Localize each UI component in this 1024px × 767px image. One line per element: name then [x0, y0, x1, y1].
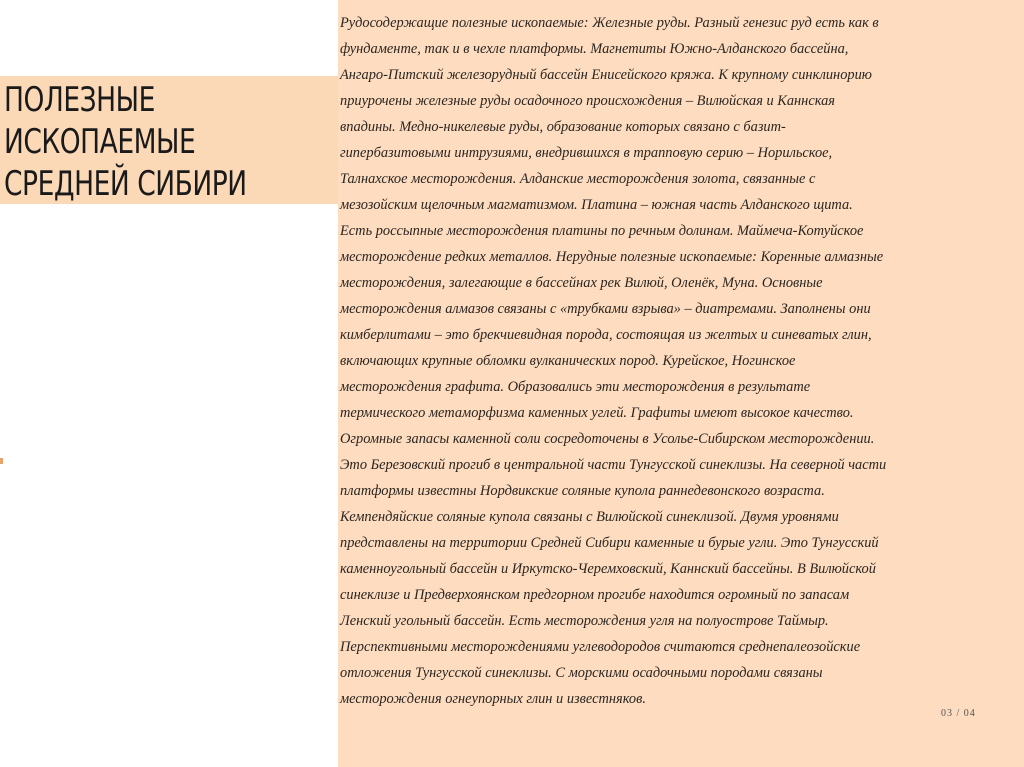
- body-line: приурочены железные руды осадочного происхождения – Вилюйская и Каннская: [340, 93, 835, 109]
- body-line: Есть россыпные месторождения платины по речным долинам. Маймеча-Котуйское: [340, 223, 864, 239]
- body-line: Перспективными месторождениями углеводородов считаются среднепалеозойские: [340, 639, 861, 655]
- body-line: месторождение редких металлов. Нерудные полезные ископаемые: Коренные алмазные: [340, 249, 884, 265]
- body-line: месторождения, залегающие в бассейнах рек Вилюй, Оленёк, Муна. Основные: [340, 275, 823, 291]
- body-line: Кемпендяйские соляные купола связаны с Вилюйской синеклизой. Двумя уровнями: [340, 509, 839, 525]
- body-line: синеклизе и Предверхоянском предгорном прогибе находится огромный по запасам: [340, 587, 850, 603]
- body-line: платформы известны Нордвикские соляные купола раннедевонского возраста.: [340, 483, 825, 499]
- body-line: Ангаро-Питский железорудный бассейн Енисейского кряжа. К крупному синклинорию: [340, 67, 872, 83]
- body-line: гипербазитовыми интрузиями, внедрившихся в трапповую серию – Норильское,: [340, 145, 833, 161]
- body-line: Огромные запасы каменной соли сосредоточены в Усолье-Сибирском месторождении.: [340, 431, 875, 447]
- body-line: фундаменте, так и в чехле платформы. Магнетиты Южно-Алданского бассейна,: [340, 41, 849, 57]
- body-line: Рудосодержащие полезные ископаемые: Железные руды. Разный генезис руд есть как в: [340, 15, 879, 31]
- body-line: месторождения огнеупорных глин и известняков.: [340, 691, 646, 707]
- body-line: включающих крупные обломки вулканических пород. Курейское, Ногинское: [340, 353, 796, 369]
- body-text: [340, 10, 980, 712]
- title-line: ИСКОПАЕМЫЕ: [4, 122, 196, 162]
- body-line: кимберлитами – это брекчиевидная порода, состоящая из желтых и синеватых глин,: [340, 327, 872, 343]
- page-number: 03 / 04: [941, 708, 976, 719]
- body-line: Ленский угольный бассейн. Есть месторождения угля на полуострове Таймыр.: [340, 613, 829, 629]
- body-line: Талнахское месторождения. Алданские месторождения золота, связанные с: [340, 171, 816, 187]
- slide-title: [4, 79, 261, 205]
- body-line: месторождения графита. Образовались эти месторождения в результате: [340, 379, 811, 395]
- edge-mark: [0, 458, 3, 464]
- body-line: мезозойским щелочным магматизмом. Платина – южная часть Алданского щита.: [340, 197, 853, 213]
- body-line: каменноугольный бассейн и Иркутско-Черемховский, Каннский бассейны. В Вилюйской: [340, 561, 876, 577]
- title-line: СРЕДНЕЙ СИБИРИ: [4, 164, 247, 204]
- body-line: месторождения алмазов связаны с «трубками взрыва» – диатремами. Заполнены они: [340, 301, 871, 317]
- body-line: термического метаморфизма каменных углей. Графиты имеют высокое качество.: [340, 405, 854, 421]
- body-line: отложения Тунгусской синеклизы. С морскими осадочными породами связаны: [340, 665, 823, 681]
- body-line: представлены на территории Средней Сибири каменные и бурые угли. Это Тунгусский: [340, 535, 879, 551]
- title-line: ПОЛЕЗНЫЕ: [4, 80, 155, 120]
- body-line: Это Березовский прогиб в центральной части Тунгусской синеклизы. На северной части: [340, 457, 887, 473]
- body-line: впадины. Медно-никелевые руды, образование которых связано с базит-: [340, 119, 786, 135]
